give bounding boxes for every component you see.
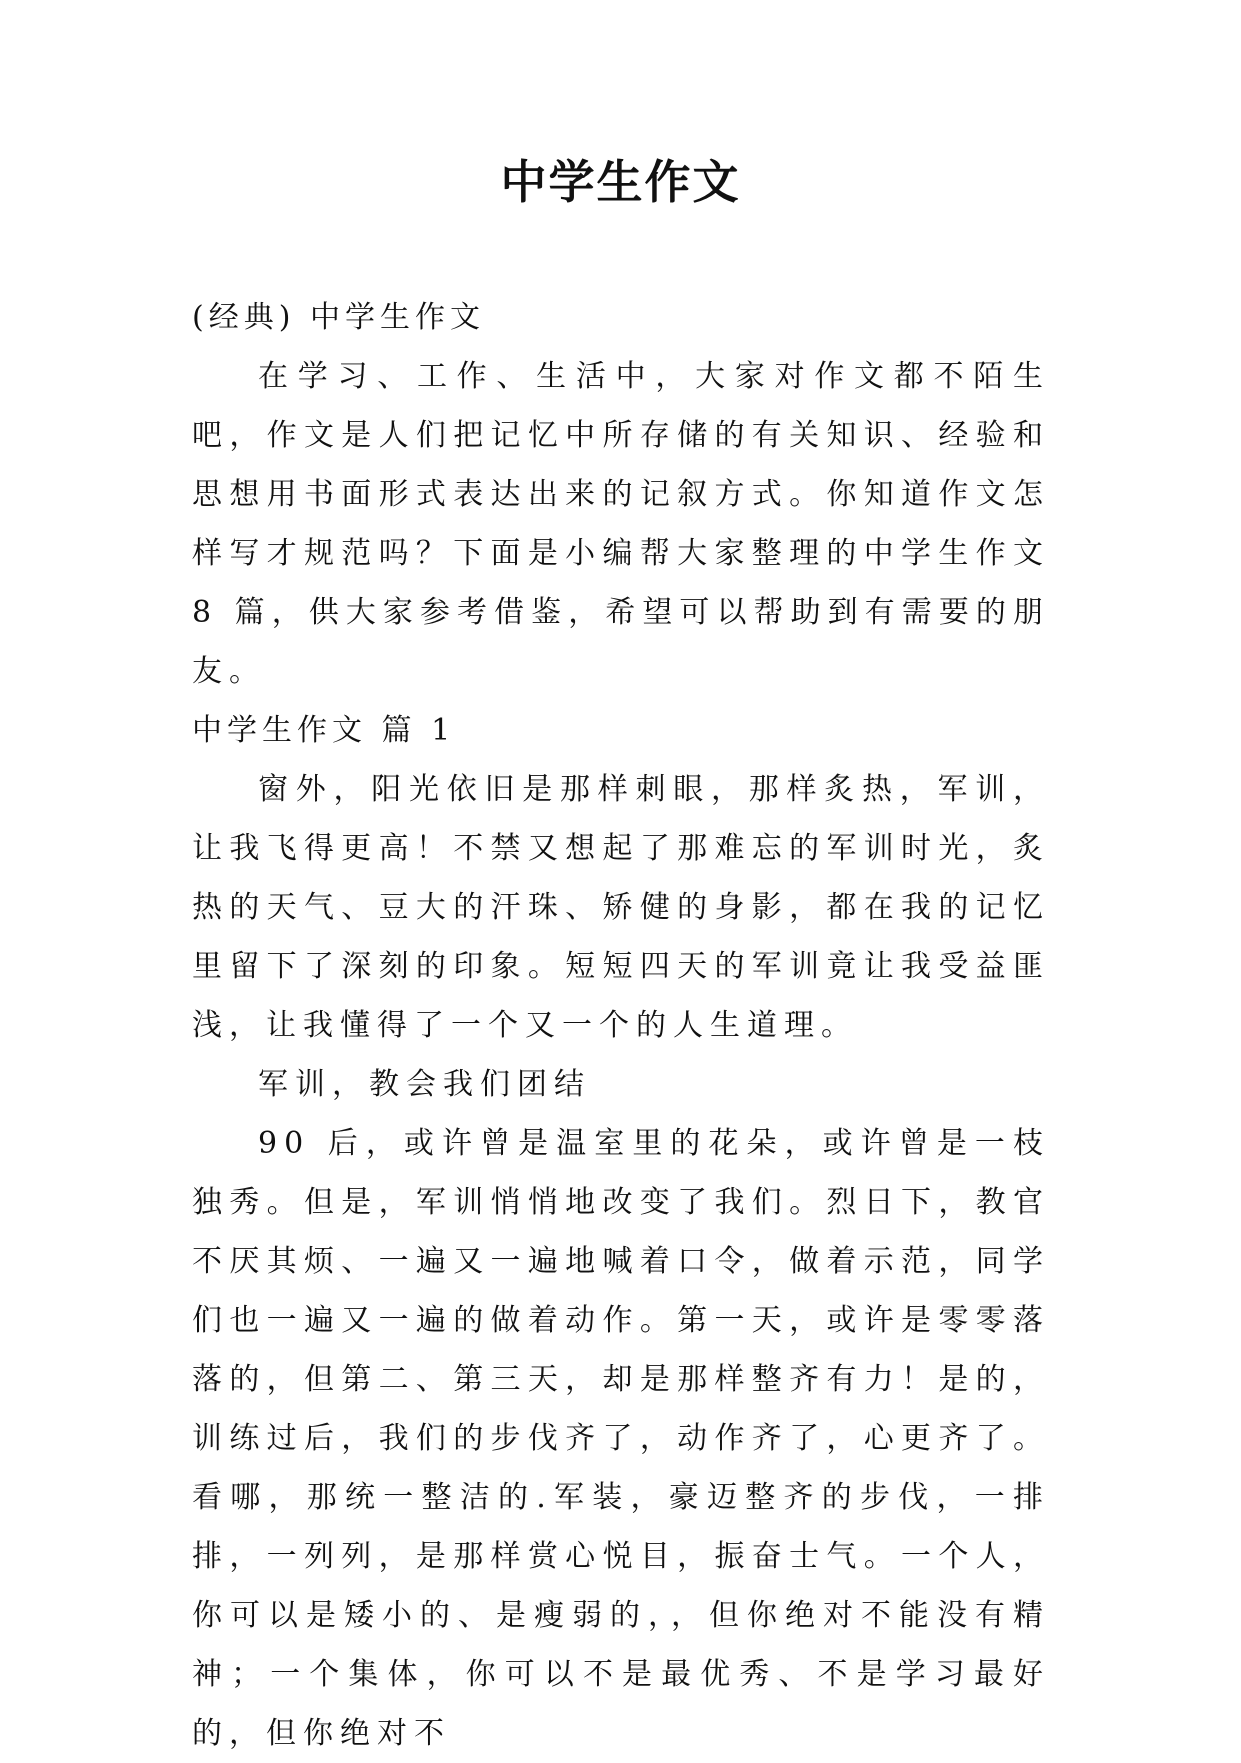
section-subheading: 军训，教会我们团结 xyxy=(258,1067,591,1102)
section-heading: 中学生作文 篇 1 xyxy=(192,713,456,748)
document-subtitle: (经典) 中学生作文 xyxy=(192,300,485,335)
intro-paragraph: 在学习、工作、生活中，大家对作文都不陌生吧，作文是人们把记忆中所存储的有关知识、经验和思想用书面形式表达出来的记叙方式。你知道作文怎样写才规范吗？下面是小编帮大家整理的中学生作文 8 篇，供大家参考借鉴，希望可以帮助到有需要的朋友。 xyxy=(192,359,1050,689)
section-paragraph-2: 90 后，或许曾是温室里的花朵，或许曾是一枝独秀。但是，军训悄悄地改变了我们。烈日下，教官不厌其烦、一遍又一遍地喊着口令，做着示范，同学们也一遍又一遍的做着动作。第一天，或许是零零落落的，但第二、第三天，却是那样整齐有力！是的，训练过后，我们的步伐齐了，动作齐了，心更齐了。看哪，那统一整洁的.军装，豪迈整齐的步伐，一排排，一列列，是那样赏心悦目，振奋士气。一个人，你可以是矮小的、是瘦弱的，，但你绝对不能没有精神；一个集体，你可以不是最优秀、不是学习最好的，但你绝对不 xyxy=(192,1126,1050,1751)
document-body xyxy=(192,288,1050,1763)
section-paragraph-1: 窗外，阳光依旧是那样刺眼，那样炙热，军训，让我飞得更高！不禁又想起了那难忘的军训时光，炙热的天气、豆大的汗珠、矫健的身影，都在我的记忆里留下了深刻的印象。短短四天的军训竟让我受益匪浅，让我懂得了一个又一个的人生道理。 xyxy=(192,772,1050,1043)
document-title: 中学生作文 xyxy=(500,155,741,209)
